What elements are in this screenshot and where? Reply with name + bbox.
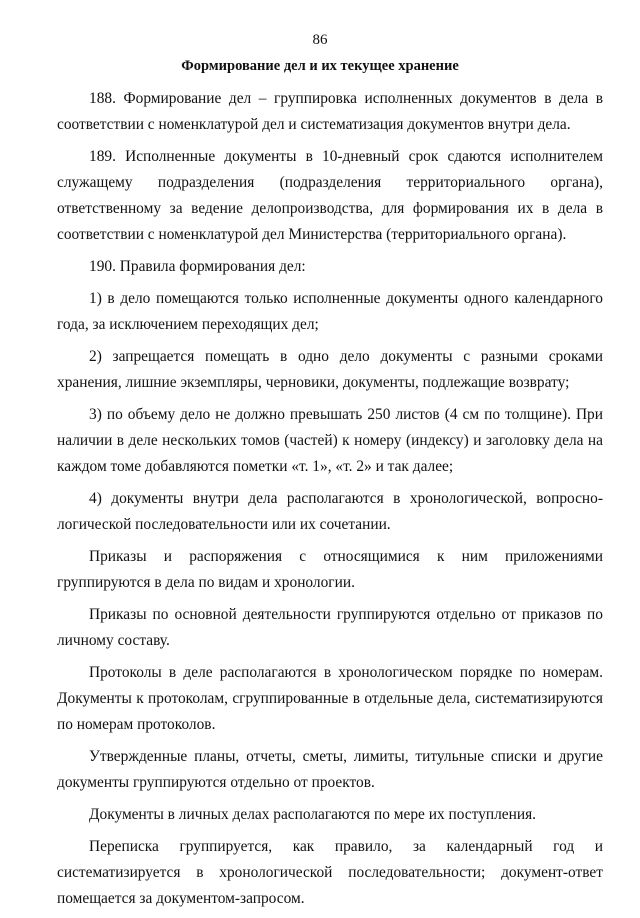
- paragraph-protocols: Протоколы в деле располагаются в хронологическом порядке по номерам. Документы к протоколам, сгруппированные в отдельные дела, систематизируются по номерам протоколов.: [57, 664, 603, 733]
- page-number: 86: [312, 32, 328, 48]
- paragraph-main-orders: Приказы по основной деятельности группируются отдельно от приказов по личному составу.: [57, 606, 603, 649]
- paragraph-correspondence: Переписка группируется, как правило, за календарный год и систематизируется в хронологической последовательности; документ-ответ помещается за документом-запросом.: [57, 838, 603, 907]
- rule-4: 4) документы внутри дела располагаются в хронологической, вопросно-логической последовательности или их сочетании.: [57, 490, 603, 533]
- rule-1: 1) в дело помещаются только исполненные документы одного календарного года, за исключением переходящих дел;: [57, 290, 603, 333]
- rule-2: 2) запрещается помещать в одно дело документы с разными сроками хранения, лишние экземпляры, черновики, документы, подлежащие возврату;: [57, 348, 603, 391]
- paragraph-orders: Приказы и распоряжения с относящимися к ним приложениями группируются в дела по видам и хронологии.: [57, 548, 603, 591]
- paragraph-190: 190. Правила формирования дел:: [89, 258, 306, 275]
- document-body: [57, 86, 603, 918]
- paragraph-189: 189. Исполненные документы в 10-дневный срок сдаются исполнителем служащему подразделения (подразделения территориального органа), ответственному за ведение делопроизводства, для формирования их в дела в соответствии с номенклатурой дел Министерства (территориального органа).: [57, 148, 603, 243]
- section-heading: Формирование дел и их текущее хранение: [181, 58, 459, 74]
- paragraph-188: 188. Формирование дел – группировка исполненных документов в дела в соответствии с номенклатурой дел и систематизация документов внутри дела.: [57, 90, 603, 133]
- paragraph-plans: Утвержденные планы, отчеты, сметы, лимиты, титульные списки и другие документы группируются отдельно от проектов.: [57, 748, 603, 791]
- paragraph-personal-files: Документы в личных делах располагаются по мере их поступления.: [89, 806, 536, 823]
- rule-3: 3) по объему дело не должно превышать 250 листов (4 см по толщине). При наличии в деле нескольких томов (частей) к номеру (индексу) и заголовку дела на каждом томе добавляются пометки «т. 1», «т. 2» и так далее;: [57, 406, 603, 475]
